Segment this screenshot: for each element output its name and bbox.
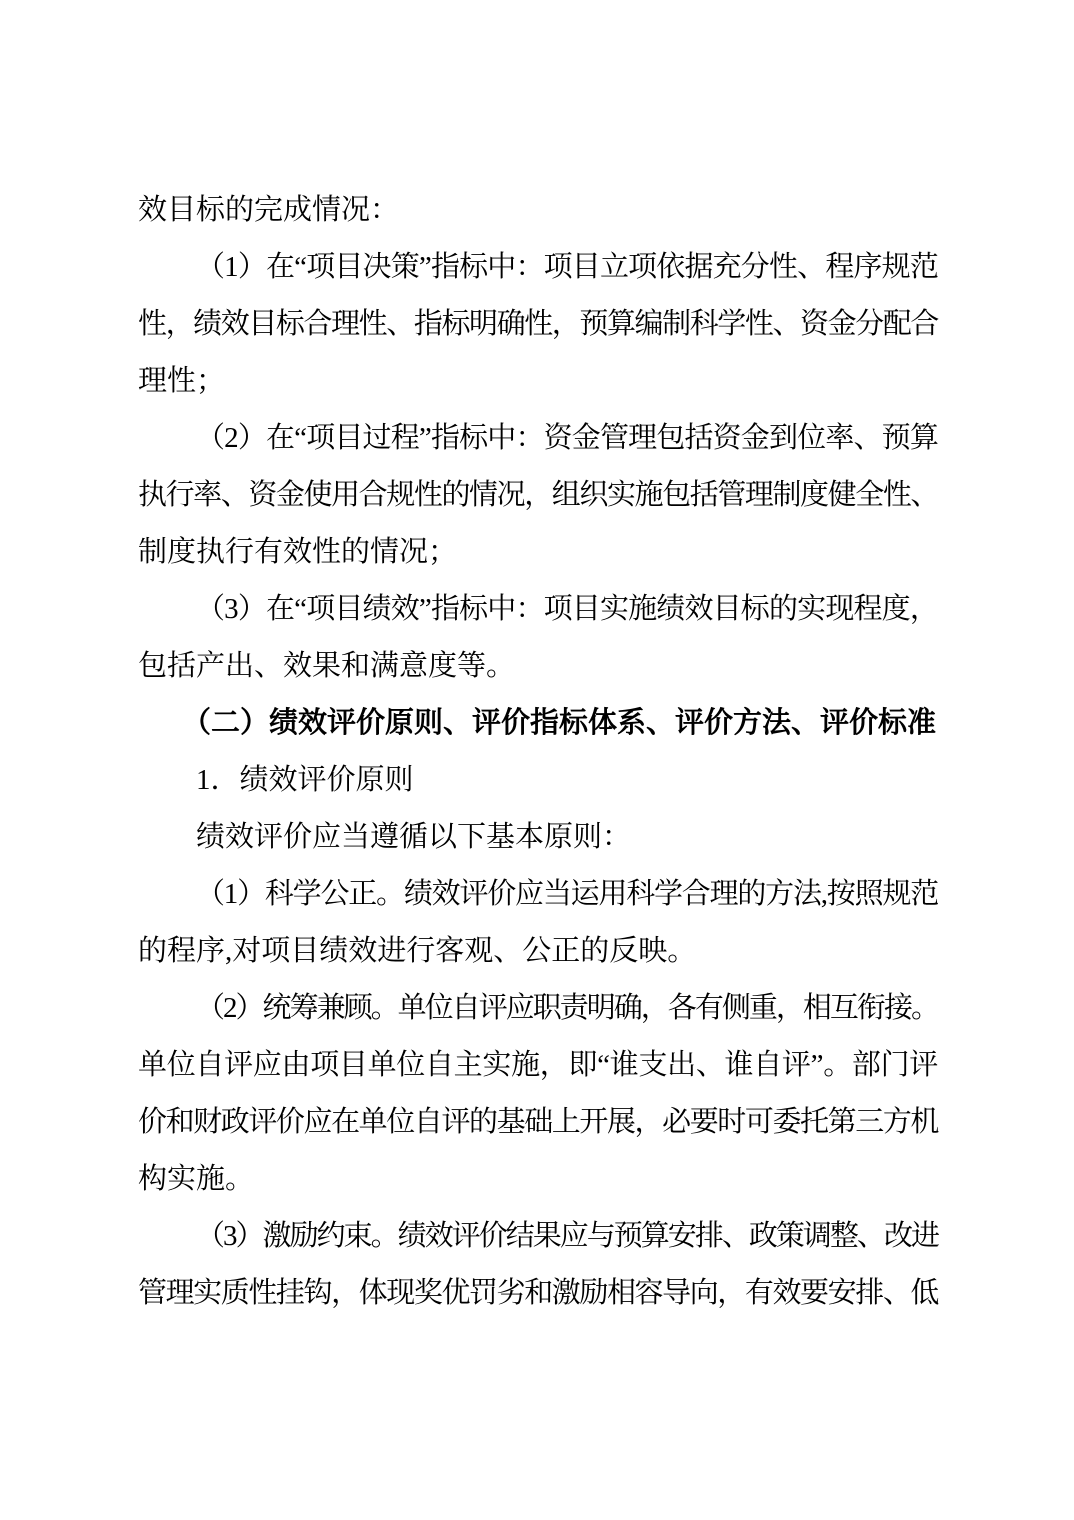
text-line [138,353,938,410]
text-line-content: 1．绩效评价原则 [196,764,414,796]
text-line-content: （2）在“项目过程”指标中：资金管理包括资金到位率、预算 [196,422,938,454]
text-line-content: （2）统筹兼顾。单位自评应职责明确，各有侧重，相互衔接。 [196,992,938,1024]
text-line [138,1094,938,1151]
section-heading [138,695,938,752]
text-line [138,410,938,467]
text-line-content: 执行率、资金使用合规性的情况，组织实施包括管理制度健全性、 [138,479,938,511]
text-line [138,866,938,923]
text-line-content: 包括产出、效果和满意度等。 [138,650,516,682]
text-line [138,809,938,866]
text-line [138,1265,938,1322]
text-line-content: （二）绩效评价原则、评价指标体系、评价方法、评价标准 [182,707,937,739]
text-line-content: （3）在“项目绩效”指标中：项目实施绩效目标的实现程度， [196,593,938,625]
text-line [138,581,938,638]
text-line-content: 管理实质性挂钩，体现奖优罚劣和激励相容导向，有效要安排、低 [138,1277,938,1309]
text-line-content: 性，绩效目标合理性、指标明确性，预算编制科学性、资金分配合 [138,308,938,340]
text-line [138,1151,938,1208]
text-line [138,980,938,1037]
text-line [138,752,938,809]
text-line-content: （3）激励约束。绩效评价结果应与预算安排、政策调整、改进 [196,1220,938,1252]
text-line-content: 绩效评价应当遵循以下基本原则： [196,821,632,853]
text-line [138,1037,938,1094]
text-line-content: 制度执行有效性的情况； [138,536,458,568]
text-line-content: 理性； [138,365,226,397]
text-line [138,182,938,239]
text-line-content: 的程序,对项目绩效进行客观、公正的反映。 [138,935,697,967]
text-line-content: 价和财政评价应在单位自评的基础上开展，必要时可委托第三方机 [138,1106,938,1138]
text-line-content: （1）科学公正。绩效评价应当运用科学合理的方法,按照规范 [196,878,938,910]
text-line [138,467,938,524]
text-line [138,524,938,581]
text-line [138,239,938,296]
text-line [138,1208,938,1265]
text-line-content: 单位自评应由项目单位自主实施，即“谁支出、谁自评”。部门评 [138,1049,938,1081]
text-line [138,296,938,353]
text-line [138,923,938,980]
text-line [138,638,938,695]
text-line-content: 效目标的完成情况： [138,194,400,226]
text-line-content: （1）在“项目决策”指标中：项目立项依据充分性、程序规范 [196,251,938,283]
text-line-content: 构实施。 [138,1163,255,1195]
